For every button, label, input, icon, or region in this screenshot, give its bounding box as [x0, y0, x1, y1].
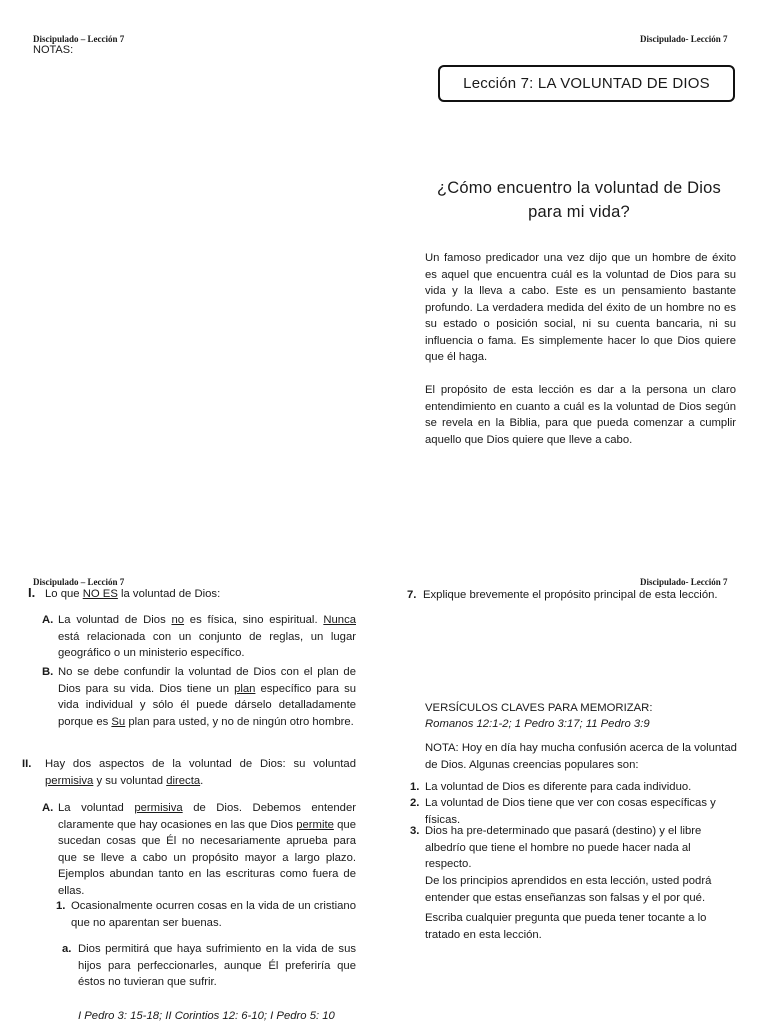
memory-verses-heading: VERSÍCULOS CLAVES PARA MEMORIZAR: — [425, 702, 653, 714]
item-iia-text: La voluntad permisiva de Dios. Debemos entender claramente que hay ocasiones en las que Dios permite que sucedan cosas que Él no necesariamente aprueba para que se lleve a cabo un propósito mayor a largo plazo. Ejemplos abundan tanto en las escrituras como fuera de ellas. — [58, 802, 356, 897]
belief-1-text: La voluntad de Dios es diferente para cada individuo. — [425, 781, 692, 793]
belief-1-label: 1. — [410, 781, 420, 793]
belief-3-label: 3. — [410, 825, 420, 837]
intro-paragraph-2: El propósito de esta lección es dar a la persona un claro entendimiento en cuanto a cuál es la voluntad de Dios según se revela en la Biblia, para que pueda comenzar a cumplir aquello que Dios quiere que lleve a cabo. — [425, 384, 736, 446]
item-iia1a-label: a. — [62, 943, 72, 955]
question-7-number: 7. — [407, 589, 417, 601]
lesson-title: Lección 7: LA VOLUNTAD DE DIOS — [463, 75, 710, 92]
item-iia1-text: Ocasionalmente ocurren cosas en la vida de un cristiano que no aparentan ser buenas. — [71, 900, 356, 929]
belief-3-text: Dios ha pre-determinado que pasará (destino) y el libre albedrío que tiene el hombre no puede hacer nada al respecto. — [425, 825, 702, 870]
intro-paragraph-1: Un famoso predicador una vez dijo que un hombre de éxito es aquel que encuentra cuál es la voluntad de Dios para su vida y la lleva a cabo. Este es un pensamiento bastante profundo. La verdadera medida del éxito de un hombre no es su estado o posición social, ni su cuenta bancaria, ni su influencia o fama. Es simplemente hacer lo que Dios quiere que él haga. — [425, 252, 736, 363]
question-7-text: Explique brevemente el propósito principal de esta lección. — [423, 589, 718, 601]
lesson-title-box — [438, 65, 735, 102]
principles-text: De los principios aprendidos en esta lección, usted podrá entender que estas enseñanzas son falsas y el por qué. — [425, 875, 712, 904]
notes-label: NOTAS: — [33, 44, 74, 56]
page-header-left: Discipulado – Lección 7 — [33, 34, 125, 44]
memory-verses-refs: Romanos 12:1-2; 1 Pedro 3:17; 11 Pedro 3:9 — [425, 718, 650, 730]
section-ii-text: Hay dos aspectos de la voluntad de Dios: su voluntad permisiva y su voluntad directa. — [45, 758, 356, 787]
belief-2-text: La voluntad de Dios tiene que ver con cosas específicas y físicas. — [425, 797, 716, 826]
section-i-heading: Lo que NO ES la voluntad de Dios: — [45, 588, 221, 600]
item-ia-label: A. — [42, 614, 54, 626]
item-ib-label: B. — [42, 666, 54, 678]
nota-text: NOTA: Hoy en día hay mucha confusión acerca de la voluntad de Dios. Algunas creencias populares son: — [425, 742, 737, 771]
section-i-number: I. — [28, 585, 36, 600]
page-header-right-bottom: Discipulado- Lección 7 — [640, 577, 728, 587]
item-iia1-label: 1. — [56, 900, 66, 912]
section-ii-number: II. — [22, 758, 32, 770]
belief-2-label: 2. — [410, 797, 420, 809]
page-header-right: Discipulado- Lección 7 — [640, 34, 728, 44]
page-header-left-bottom: Discipulado – Lección 7 — [33, 577, 125, 587]
scripture-references: I Pedro 3: 15-18; II Corintios 12: 6-10; I Pedro 5: 10 — [78, 1010, 335, 1022]
item-iia1a-text: Dios permitirá que haya sufrimiento en la vida de sus hijos para perfeccionarles, aunque Él preferiría que éstos no tuvieran que sufrir. — [78, 943, 356, 988]
item-iia-label: A. — [42, 802, 54, 814]
write-question-text: Escriba cualquier pregunta que pueda tener tocante a lo tratado en esta lección. — [425, 912, 707, 941]
lesson-question: ¿Cómo encuentro la voluntad de Dios para mi vida? — [437, 179, 721, 221]
item-ia-text: La voluntad de Dios no es física, sino espiritual. Nunca está relacionada con un conjunto de reglas, un lugar geográfico o un ministerio específico. — [58, 614, 356, 659]
item-ib-text: No se debe confundir la voluntad de Dios con el plan de Dios para su vida. Dios tiene un plan específico para su vida individual y sólo él puede dárselo detalladamente porque es Su plan para usted, y no de ningún otro hombre. — [58, 666, 356, 728]
